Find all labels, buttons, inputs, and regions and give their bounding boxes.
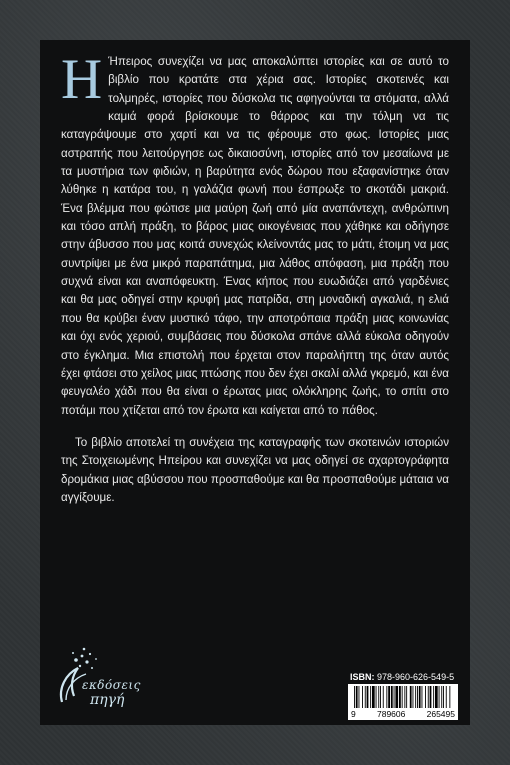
barcode-bar xyxy=(395,686,398,708)
barcode-bar xyxy=(428,686,429,708)
barcode-bar xyxy=(386,686,387,708)
barcode-bar xyxy=(417,686,418,708)
isbn-prefix: ISBN: xyxy=(350,672,375,682)
barcode-bar xyxy=(356,686,358,708)
publisher-brand: πηγή xyxy=(90,692,125,708)
barcode-digits xyxy=(351,709,455,719)
barcode-bar xyxy=(425,686,426,708)
barcode-bar xyxy=(433,686,434,708)
blurb-paragraph-2: Το βιβλίο αποτελεί τη συνέχεια της καταγραφής των σκοτεινών ιστοριών της Στοιχειωμένης Ηπείρου και συνεχίζει να μας οδηγεί σε αχαρτογράφητα δρομάκια μιας αβύσσου που προσπαθούμε και θα προσπαθούμε μάταια να αγγίξουμε. xyxy=(61,435,449,504)
barcode-bar xyxy=(443,686,444,708)
barcode-bar xyxy=(415,686,416,708)
barcode-bar xyxy=(378,686,379,708)
barcode-bar xyxy=(394,686,395,708)
barcode-bar xyxy=(435,686,438,708)
barcode-bar xyxy=(380,686,381,708)
barcode-bar xyxy=(367,686,369,708)
barcode-bar xyxy=(413,686,414,708)
isbn-label xyxy=(350,672,454,682)
isbn-number: 978-960-626-549-5 xyxy=(377,672,455,682)
barcode-bar xyxy=(399,686,401,708)
barcode-bar xyxy=(404,686,405,708)
barcode-digit-group-3: 265495 xyxy=(426,709,455,719)
barcode-bar xyxy=(430,686,432,708)
back-cover-blurb xyxy=(61,48,450,507)
barcode-bar xyxy=(449,686,450,708)
barcode-bar xyxy=(439,686,440,708)
drop-cap: Η xyxy=(61,48,103,111)
barcode-bar xyxy=(354,686,355,708)
barcode-bar xyxy=(359,686,360,708)
barcode-bar xyxy=(372,686,375,708)
barcode-bar xyxy=(406,686,407,708)
barcode-bar xyxy=(446,686,447,708)
barcode-digit-group-2: 789606 xyxy=(376,709,406,719)
barcode-digit-group-1: 9 xyxy=(351,709,356,719)
barcode-bar xyxy=(391,686,393,708)
barcode-bar xyxy=(376,686,377,708)
barcode xyxy=(348,684,458,720)
publisher-label: εκδόσεις xyxy=(82,678,141,692)
barcode-bar xyxy=(422,686,423,708)
barcode-bar xyxy=(419,686,421,708)
barcode-bar xyxy=(441,686,442,708)
barcode-bars xyxy=(354,686,452,710)
paragraph-1-text: Ήπειρος συνεχίζει να μας αποκαλύπτει ιστορίες και σε αυτό το βιβλίο που κρατάτε στα χέρια σας. Ιστορίες σκοτεινές και τολμηρές, ιστορίες που δύσκολα τις αφηγούνται τα στόματα, αλλά καμιά φορά βρίσκουμε το θάρρος και την τόλμη να τις καταγράψουμε στο χαρτί και να τις φέρουμε στο φως. Ιστορίες μιας αστραπής που λειτούργησε ως δικαιοσύνη, ιστορίες από τον μεσαίωνα με τα μυστήρια των φιδιών, η βαρύτητα ενός δώρου που εξαφανίστηκε όταν λύθηκε η κατάρα του, η γαλάζια φωνή που έσπρωξε το σκοτάδι μακριά. Ένα βλέμμα που φώτισε μια μαύρη ζωή από μία αναπάντεχη, ανθρώπινη και τόσο απλή πράξη, το βάρος μιας οικογένειας που χάθηκε και οδήγησε στην άβυσσο που μας κοιτά συνεχώς κλείνοντάς μας το μάτι, έτοιμη να μας συντρίψει με ένα μικρό παραπάτημα, μια λάθος απόφαση, μια πράξη που συχνά είναι και αναπόφευκτη. Ένας κήπος που ευωδιάζει από γαρδένιες και θα μας οδηγεί στην κρυφή μας πατρίδα, στη μοναδική αγκαλιά, η ελιά που θα κρύβει έναν μυστικό τάφο, την αποτρόπαια πράξη μιας κοινωνίας και όχι ενός χεριού, συμβάσεις που δύσκολα σπάνε αλλά εύκολα οδηγούν στο έγκλημα. Μια επιστολή που έρχεται στον παραλήπτη της όταν αυτός έχει φτάσει στο χείλος μιας πτώσης που δεν έχει σκαλί αλλά γκρεμό, και ένα φευγαλέο χάδι που θα είναι ο έρωτας μιας ολόκληρης ζωής, το σπίτι στο ποτάμι που χτίζεται από τον έρωτα και καίγεται από το πάθος. xyxy=(61,55,450,417)
barcode-bar xyxy=(388,686,390,708)
barcode-bar xyxy=(365,686,366,708)
barcode-bar xyxy=(410,686,412,708)
blurb-paragraph-1 xyxy=(61,48,450,420)
barcode-bar xyxy=(362,686,363,708)
barcode-bar xyxy=(370,686,371,708)
barcode-bar xyxy=(402,686,403,708)
publisher-logo xyxy=(52,640,152,720)
barcode-bar xyxy=(383,686,384,708)
